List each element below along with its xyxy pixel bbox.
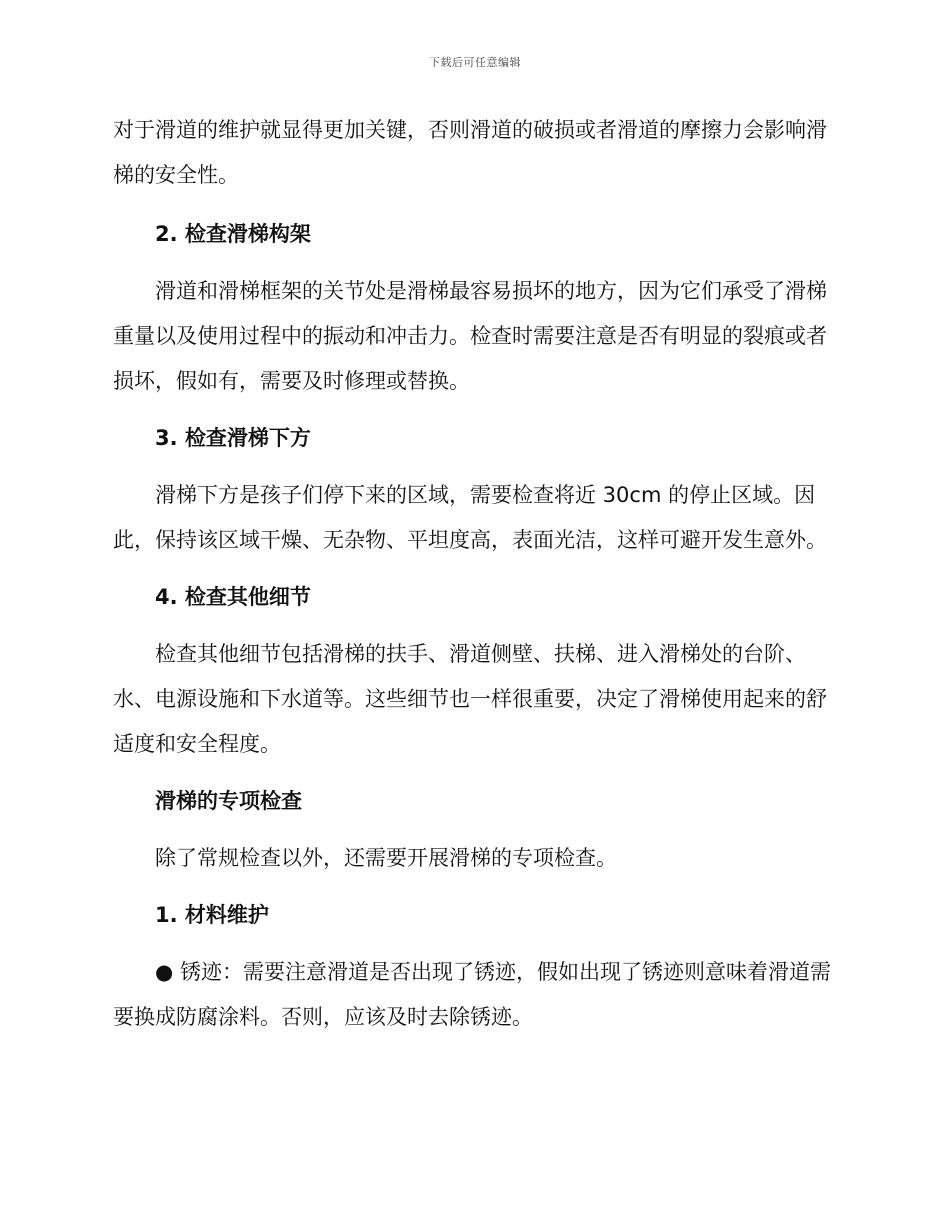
paragraph-rust: ● 锈迹：需要注意滑道是否出现了锈迹，假如出现了锈迹则意味着滑道需要换成防腐涂料。否则，应该及时去除锈迹。 bbox=[113, 960, 831, 1029]
heading-material-maintenance: 1. 材料维护 bbox=[155, 903, 269, 927]
heading-special-inspection: 滑梯的专项检查 bbox=[155, 789, 302, 813]
paragraph-frame-joints: 滑道和滑梯框架的关节处是滑梯最容易损坏的地方，因为它们承受了滑梯重量以及使用过程中的振动和冲击力。检查时需要注意是否有明显的裂痕或者损坏，假如有，需要及时修理或替换。 bbox=[113, 279, 827, 393]
paragraph-special-intro: 除了常规检查以外，还需要开展滑梯的专项检查。 bbox=[155, 846, 617, 870]
document-body bbox=[113, 108, 837, 1040]
paragraph-other-details: 检查其他细节包括滑梯的扶手、滑道侧壁、扶梯、进入滑梯处的台阶、水、电源设施和下水道等。这些细节也一样很重要，决定了滑梯使用起来的舒适度和安全程度。 bbox=[113, 642, 827, 756]
paragraph-slide-maintenance: 对于滑道的维护就显得更加关键，否则滑道的破损或者滑道的摩擦力会影响滑梯的安全性。 bbox=[113, 118, 827, 187]
page-header: 下载后可任意编辑 bbox=[429, 56, 521, 69]
paragraph-stop-area: 滑梯下方是孩子们停下来的区域，需要检查将近 30cm 的停止区域。因此，保持该区域干燥、无杂物、平坦度高，表面光洁，这样可避开发生意外。 bbox=[113, 483, 827, 552]
heading-check-frame: 2. 检查滑梯构架 bbox=[155, 222, 311, 246]
heading-check-below: 3. 检查滑梯下方 bbox=[155, 426, 311, 450]
heading-check-details: 4. 检查其他细节 bbox=[155, 585, 311, 609]
